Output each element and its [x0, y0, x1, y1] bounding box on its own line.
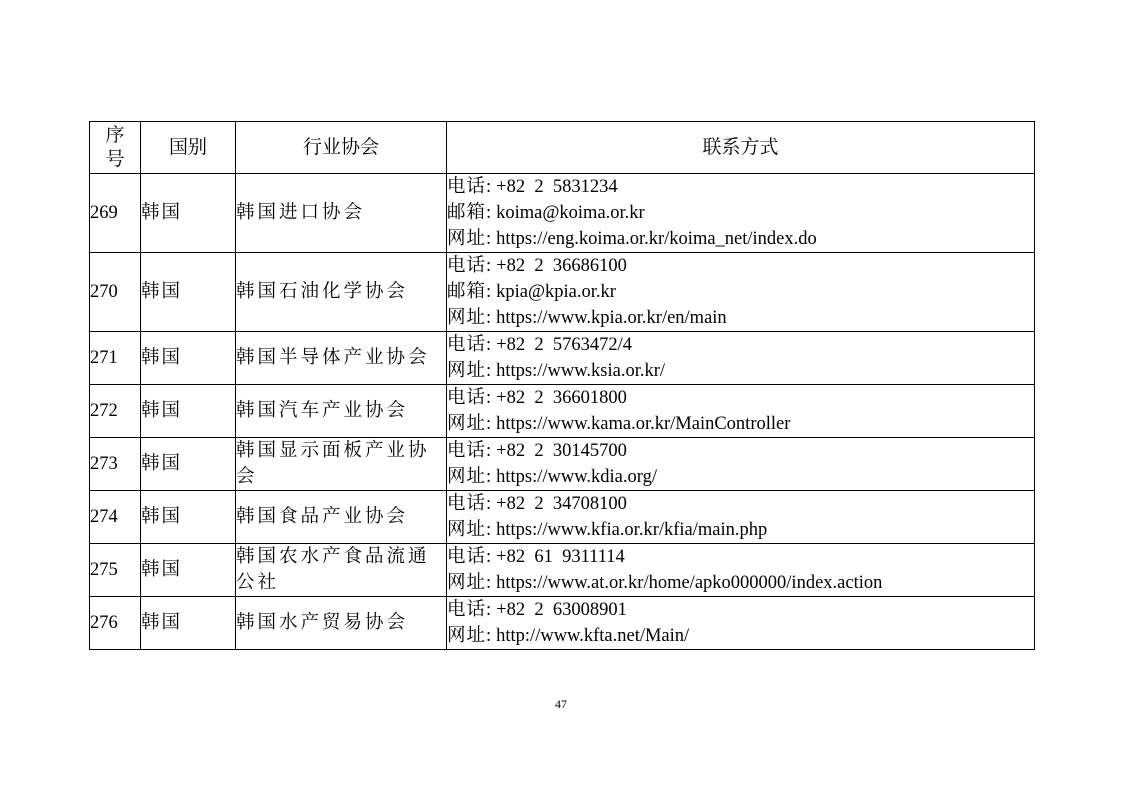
row-number: 271	[90, 332, 141, 385]
contact-label: 网址:	[447, 467, 493, 487]
table-body	[90, 174, 1035, 650]
contact-label: 电话:	[447, 256, 493, 276]
row-number: 274	[90, 491, 141, 544]
contact-label: 电话:	[447, 177, 493, 197]
row-association: 韩国半导体产业协会	[236, 332, 447, 385]
table-row	[90, 491, 1035, 544]
contact-line	[447, 279, 1034, 305]
row-contact	[447, 174, 1035, 253]
row-contact	[447, 332, 1035, 385]
row-association: 韩国石油化学协会	[236, 253, 447, 332]
contact-label: 网址:	[447, 573, 493, 593]
page-number: 47	[555, 697, 567, 711]
contact-label: 邮箱:	[447, 282, 493, 302]
row-contact	[447, 253, 1035, 332]
contact-value: +82 2 36601800	[496, 388, 627, 408]
row-association: 韩国汽车产业协会	[236, 385, 447, 438]
row-number: 272	[90, 385, 141, 438]
table-row	[90, 438, 1035, 491]
row-country: 韩国	[141, 544, 236, 597]
header-contact: 联系方式	[447, 122, 1035, 174]
contact-link[interactable]: https://www.at.or.kr/home/apko000000/index.action	[496, 573, 883, 593]
row-country: 韩国	[141, 385, 236, 438]
contact-line	[447, 623, 1034, 649]
row-association: 韩国显示面板产业协会	[236, 438, 447, 491]
table-row	[90, 544, 1035, 597]
contact-label: 电话:	[447, 335, 493, 355]
row-country: 韩国	[141, 174, 236, 253]
contact-line	[447, 253, 1034, 279]
table-header-row	[90, 122, 1035, 174]
contact-line	[447, 464, 1034, 490]
table-row	[90, 597, 1035, 650]
contact-line	[447, 517, 1034, 543]
contact-label: 电话:	[447, 547, 493, 567]
table-row	[90, 332, 1035, 385]
contact-line	[447, 305, 1034, 331]
contact-value: +82 2 30145700	[496, 441, 627, 461]
contact-line	[447, 200, 1034, 226]
table-row	[90, 174, 1035, 253]
contact-value: +82 2 36686100	[496, 256, 627, 276]
row-number: 269	[90, 174, 141, 253]
contact-line	[447, 174, 1034, 200]
contact-label: 电话:	[447, 494, 493, 514]
contact-line	[447, 570, 1034, 596]
contact-value: +82 2 34708100	[496, 494, 627, 514]
row-country: 韩国	[141, 438, 236, 491]
header-seq-label: 序号	[105, 124, 125, 170]
contact-label: 网址:	[447, 308, 493, 328]
contact-label: 网址:	[447, 520, 493, 540]
contact-label: 电话:	[447, 388, 493, 408]
contact-label: 邮箱:	[447, 203, 493, 223]
row-contact	[447, 385, 1035, 438]
contact-link[interactable]: https://www.kdia.org/	[496, 467, 657, 487]
row-contact	[447, 597, 1035, 650]
row-number: 276	[90, 597, 141, 650]
header-association: 行业协会	[236, 122, 447, 174]
contact-label: 电话:	[447, 441, 493, 461]
contact-line	[447, 544, 1034, 570]
contact-label: 网址:	[447, 414, 493, 434]
row-association: 韩国水产贸易协会	[236, 597, 447, 650]
contact-link[interactable]: https://www.kpia.or.kr/en/main	[496, 308, 727, 328]
contact-value: +82 2 63008901	[496, 600, 627, 620]
contact-label: 电话:	[447, 600, 493, 620]
contact-value: +82 61 9311114	[496, 547, 625, 567]
contact-value: +82 2 5763472/4	[496, 335, 632, 355]
row-association: 韩国农水产食品流通公社	[236, 544, 447, 597]
row-contact	[447, 438, 1035, 491]
contact-label: 网址:	[447, 361, 493, 381]
contact-line	[447, 332, 1034, 358]
row-country: 韩国	[141, 491, 236, 544]
row-country: 韩国	[141, 597, 236, 650]
contact-link[interactable]: https://www.ksia.or.kr/	[496, 361, 666, 381]
contact-line	[447, 226, 1034, 252]
row-country: 韩国	[141, 253, 236, 332]
header-seq	[90, 122, 141, 174]
row-contact	[447, 544, 1035, 597]
contact-line	[447, 597, 1034, 623]
table-row	[90, 253, 1035, 332]
contact-value: +82 2 5831234	[496, 177, 618, 197]
associations-table	[89, 121, 1035, 650]
contact-line	[447, 411, 1034, 437]
contact-link[interactable]: https://eng.koima.or.kr/koima_net/index.do	[496, 229, 817, 249]
row-contact	[447, 491, 1035, 544]
contact-label: 网址:	[447, 229, 493, 249]
contact-line	[447, 358, 1034, 384]
header-country: 国别	[141, 122, 236, 174]
row-country: 韩国	[141, 332, 236, 385]
contact-link[interactable]: https://www.kama.or.kr/MainController	[496, 414, 791, 434]
contact-line	[447, 438, 1034, 464]
contact-label: 网址:	[447, 626, 493, 646]
row-association: 韩国进口协会	[236, 174, 447, 253]
contact-link[interactable]: http://www.kfta.net/Main/	[496, 626, 690, 646]
contact-value: koima@koima.or.kr	[496, 203, 645, 223]
contact-link[interactable]: https://www.kfia.or.kr/kfia/main.php	[496, 520, 768, 540]
row-number: 275	[90, 544, 141, 597]
row-association: 韩国食品产业协会	[236, 491, 447, 544]
row-number: 273	[90, 438, 141, 491]
contact-line	[447, 491, 1034, 517]
contact-line	[447, 385, 1034, 411]
contact-value: kpia@kpia.or.kr	[496, 282, 616, 302]
table-row	[90, 385, 1035, 438]
row-number: 270	[90, 253, 141, 332]
